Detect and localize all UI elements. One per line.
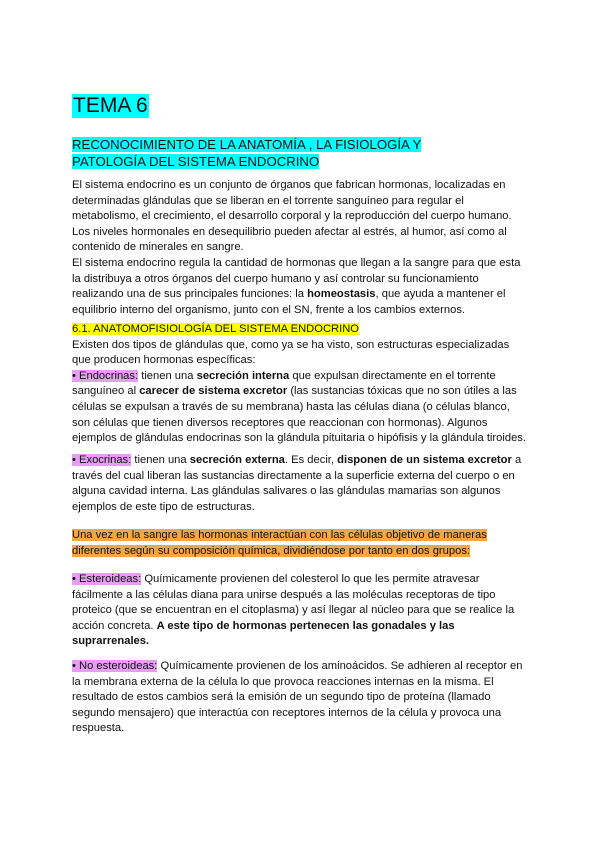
esteroideas-paragraph [72,572,530,650]
homeostasis-term: homeostasis [307,288,376,301]
intro-paragraph-1: El sistema endocrino es un conjunto de órganos que fabrican hormonas, localizadas en determinadas glándulas que se liberan en el torrente sanguíneo para regular el metabolismo, el crecimiento, el desarrollo corporal y la reproducción del cuerpo humano. Los niveles hormonales en desequilibrio pueden afectar al estrés, al humor, así como al contenido de minerales en sangre. [72,179,512,254]
intro-paragraph-2 [72,256,530,318]
subtitle-text: RECONOCIMIENTO DE LA ANATOMÍA , LA FISIOLOGÍA Y PATOLOGÍA DEL SISTEMA ENDOCRINO [72,137,422,169]
intro-section [72,178,530,318]
section-lead: Existen dos tipos de glándulas que, como ya se ha visto, son estructuras especializadas que producen hormonas específicas: [72,338,510,367]
exocrinas-label: • Exocrinas: [72,454,132,466]
intro-p2-text-a: El sistema endocrino regula la cantidad de hormonas que llegan a la sangre para que esta la distribuya a otros órganos del cuerpo humano y así controlar su funcionamiento realizando una de sus principales funciones: la [72,256,521,301]
esteroideas-label: • Esteroideas: [72,573,142,585]
intro-p2-text-c: , que ayuda a mantener el equilibrio interno del organismo, junto con el SN, frente a los cambios externos. [72,288,506,316]
exocrinas-bold-1: secreción externa [189,454,285,466]
endocrinas-text-e: (las sustancias tóxicas que no son útiles a las células se expulsan a través de su membrana) hasta las células diana (o células blanco, son células que tienen diversos receptores que reaccionan con hormonas). Algunos ejemplos de glándulas endocrinas son la glándula pituitaria o hipófisis y la glándula tiroides. [72,385,527,445]
endocrinas-bold-2: carecer de sistema excretor [139,385,288,398]
no-esteroideas-text-a: Químicamente provienen de los aminoácidos. Se adhieren al receptor en la membrana externa de la célula lo que provoca reacciones internas en la misma. El resultado de estos cambios será la emisión de un segundo tipo de proteína (llamado segundo mensajero) que interactúa con receptores internos de la célula y provoca una respuesta. [72,660,523,735]
exocrinas-paragraph [72,453,530,515]
page-subtitle [72,136,472,170]
section-6-1 [72,322,530,447]
endocrinas-label: • Endocrinas: [72,369,139,382]
endocrinas-paragraph [72,369,530,447]
no-esteroideas-paragraph [72,659,530,737]
exocrinas-text-a: tienen una [131,454,190,466]
exocrinas-text-c: . Es decir, [284,454,338,466]
no-esteroideas-label: • No esteroideas: [72,660,158,672]
hormone-groups-intro [72,528,530,559]
endocrinas-bold-1: secreción interna [196,369,290,382]
exocrinas-block [72,453,530,515]
no-esteroideas-block [72,659,530,737]
exocrinas-text-e: a través del cual liberan las sustancias directamente a la superficie externa del cuerpo o en alguna cavidad interna. Las glándulas salivares o las glándulas mamarias son algunos ejemplos de este tipo de estructuras. [72,454,522,513]
esteroideas-bold: A este tipo de hormonas pertenecen las gonadales y las suprarrenales. [72,619,455,648]
exocrinas-bold-2: disponen de un sistema excretor [337,454,512,466]
esteroideas-block [72,572,530,650]
endocrinas-text-a: tienen una [138,369,197,382]
orange-highlight-text: Una vez en la sangre las hormonas interactúan con las células objetivo de maneras diferentes según su composición química, dividiéndose por tanto en dos grupos: [72,529,487,557]
orange-paragraph [72,528,530,559]
page-title: TEMA 6 [73,94,148,117]
endocrinas-text-c: que expulsan directamente en el torrente sanguíneo al [72,369,496,398]
section-heading-text: 6.1. ANATOMOFISIOLOGÍA DEL SISTEMA ENDOCRINO [72,323,360,335]
section-heading [72,322,530,338]
esteroideas-text-a: Químicamente provienen del colesterol lo que les permite atravesar fácilmente a las células diana para unirse después a las moléculas receptoras de tipo proteico (que se encuentran en el citoplasma) y así llegar al núcleo para que se realice la acción concreta. [72,573,515,632]
